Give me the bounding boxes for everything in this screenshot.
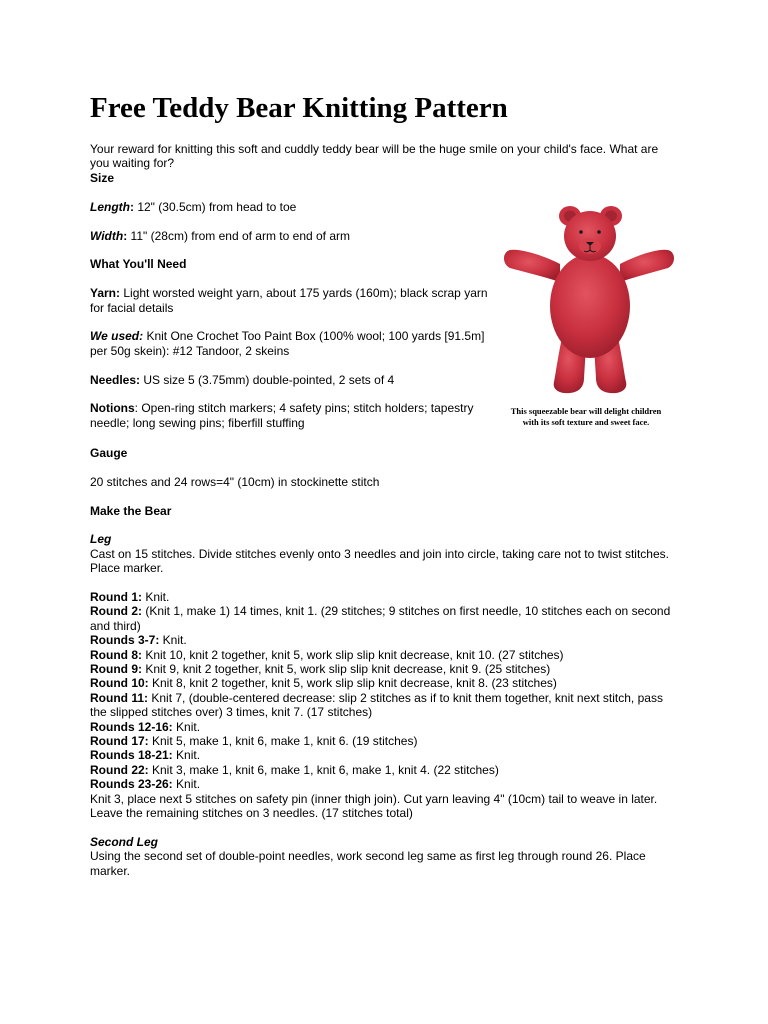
bear-left-eye <box>579 230 583 234</box>
needles-line <box>90 373 490 387</box>
intro-paragraph: Your reward for knitting this soft and cuddly teddy bear will be the huge smile on your child's face. What are you waiting for? <box>90 142 659 171</box>
round-line: Round 1: Knit. <box>90 590 170 604</box>
length-line: Length: 12" (30.5cm) from head to toe <box>90 199 297 214</box>
round-line: Rounds 12-16: Knit. <box>90 719 201 734</box>
round-line: Round 2: (Knit 1, make 1) 14 times, knit 1. (29 stitches; 9 stitches on first needle, 10 stitches each on second and third) <box>90 604 671 633</box>
needs-heading: What You'll Need <box>90 257 187 272</box>
round-line: Round 10: Knit 8, knit 2 together, knit 5, work slip slip knit decrease, knit 8. (23 stitches) <box>90 676 557 691</box>
round-line: Round 9: Knit 9, knit 2 together, knit 5, work slip slip knit decrease, knit 9. (25 stitches) <box>90 662 551 677</box>
needles-text: US size 5 (3.75mm) double-pointed, 2 sets of 4 <box>140 372 395 387</box>
second-leg-text: Using the second set of double-point needles, work second leg same as first leg through round 26. Place marker. <box>90 849 646 878</box>
length-label: Length <box>90 199 130 214</box>
bear-right-eye <box>597 230 601 234</box>
width-text: 11" (28cm) from end of arm to end of arm <box>127 228 351 243</box>
yarn-label: Yarn: <box>90 286 121 301</box>
round-line: Round 8: Knit 10, knit 2 together, knit 5, work slip slip knit decrease, knit 10. (27 stitches) <box>90 647 564 662</box>
used-line <box>90 329 490 358</box>
page-title: Free Teddy Bear Knitting Pattern <box>90 92 508 124</box>
width-label: Width <box>90 228 124 243</box>
notions-line <box>90 401 490 430</box>
leg-heading: Leg <box>90 532 112 547</box>
photo-caption: This squeezable bear will delight children with its soft texture and sweet face. <box>510 406 662 427</box>
length-text: 12" (30.5cm) from head to toe <box>134 199 297 214</box>
needles-label: Needles: <box>90 372 141 387</box>
notions-label: Notions <box>90 401 135 416</box>
round-line: Rounds 3-7: Knit. <box>90 633 187 648</box>
size-heading: Size <box>90 171 115 185</box>
used-text: Knit One Crochet Too Paint Box (100% wool; 100 yards [91.5m] per 50g skein): #12 Tandoor, 2 skeins <box>90 329 485 358</box>
used-label: We used: <box>90 329 144 344</box>
make-heading: Make the Bear <box>90 503 172 518</box>
notions-text: : Open-ring stitch markers; 4 safety pins; stitch holders; tapestry needle; long sewing pins; fiberfill stuffing <box>90 401 474 430</box>
round-line: Rounds 18-21: Knit. <box>90 748 201 763</box>
bear-figure <box>490 178 682 428</box>
yarn-text: Light worsted weight yarn, about 175 yards (160m); black scrap yarn for facial details <box>90 286 488 315</box>
rounds-list <box>90 590 680 792</box>
leg-outro: Knit 3, place next 5 stitches on safety pin (inner thigh join). Cut yarn leaving 4" (10cm) tail to weave in later. Leave the remaining stitches on 3 needles. (17 stitches total) <box>90 791 658 821</box>
gauge-text: 20 stitches and 24 rows=4" (10cm) in stockinette stitch <box>90 474 380 489</box>
yarn-line <box>90 286 490 315</box>
bear-left-arm <box>504 250 560 282</box>
round-line: Round 17: Knit 5, make 1, knit 6, make 1, knit 6. (19 stitches) <box>90 734 418 749</box>
gauge-heading: Gauge <box>90 446 128 460</box>
width-line: Width: 11" (28cm) from end of arm to end of arm <box>90 228 351 243</box>
second-leg-heading: Second Leg <box>90 834 159 849</box>
bear-right-arm <box>620 250 674 282</box>
materials-section <box>90 171 490 430</box>
instructions-section <box>90 446 680 878</box>
round-line: Rounds 23-26: Knit. <box>90 777 201 792</box>
leg-intro: Cast on 15 stitches. Divide stitches evenly onto 3 needles and join into circle, taking care not to twist stitches. Place marker. <box>90 546 669 576</box>
teddy-bear-photo <box>490 178 682 400</box>
round-line: Round 22: Knit 3, make 1, knit 6, make 1, knit 6, make 1, knit 4. (22 stitches) <box>90 762 499 777</box>
bear-body <box>550 254 630 358</box>
round-line: Round 11: Knit 7, (double-centered decrease: slip 2 stitches as if to knit them together, knit next stitch, pass the slipped stitches over) 3 times, knit 7. (17 stitches) <box>90 690 663 720</box>
